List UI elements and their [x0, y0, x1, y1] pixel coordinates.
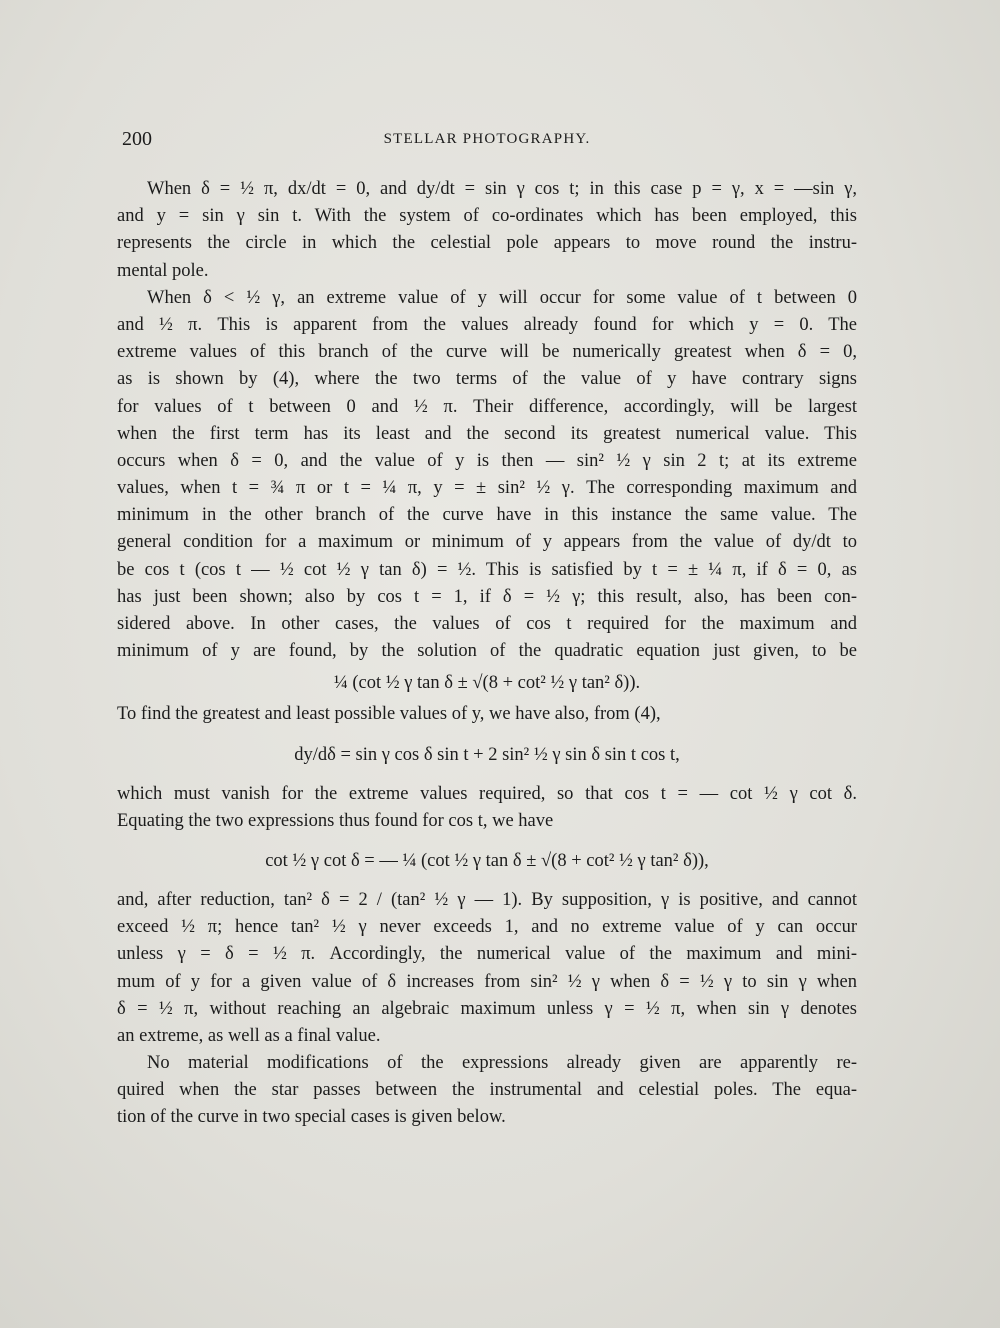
text-line: has just been shown; also by cos t = 1, if δ = ½ γ; this result, also, has been con- [117, 586, 857, 607]
display-equation: cot ½ γ cot δ = — ¼ (cot ½ γ tan δ ± √(8 + cot² ½ γ tan² δ)), [265, 850, 709, 871]
display-equation: ¼ (cot ½ γ tan δ ± √(8 + cot² ½ γ tan² δ)). [333, 673, 641, 694]
text-line: and, after reduction, tan² δ = 2 / (tan² ½ γ — 1). By supposition, γ is positive, and cannot [117, 889, 857, 910]
text-line: and ½ π. This is apparent from the values already found for which y = 0. The [117, 314, 857, 335]
text-line: mum of y for a given value of δ increases from sin² ½ γ when δ = ½ γ to sin γ when [117, 971, 857, 992]
page-body [117, 176, 857, 1132]
text-line: sidered above. In other cases, the values of cos t required for the maximum and [117, 614, 857, 634]
text-line: minimum in the other branch of the curve have in this instance the same value. The [117, 505, 857, 526]
running-title: STELLAR PHOTOGRAPHY. [383, 131, 591, 147]
text-line: minimum of y are found, by the solution of the quadratic equation just given, to be [117, 641, 857, 662]
text-line: Equating the two expressions thus found for cos t, we have [117, 810, 554, 831]
text-line: extreme values of this branch of the curve will be numerically greatest when δ = 0, [117, 342, 857, 363]
text-line: mental pole. [117, 260, 209, 281]
text-line: occurs when δ = 0, and the value of y is then — sin² ½ γ sin 2 t; at its extreme [117, 450, 857, 471]
text-line: δ = ½ π, without reaching an algebraic maximum unless γ = ½ π, when sin γ denotes [117, 998, 857, 1019]
text-line: When δ < ½ γ, an extreme value of y will occur for some value of t between 0 [147, 287, 857, 308]
text-line: represents the circle in which the celestial pole appears to move round the instru- [117, 233, 857, 254]
text-line: No material modifications of the expressions already given are apparently re- [147, 1053, 857, 1074]
text-line: for values of t between 0 and ½ π. Their difference, accordingly, will be largest [117, 396, 857, 417]
text-line: exceed ½ π; hence tan² ½ γ never exceeds 1, and no extreme value of y can occur [117, 917, 857, 938]
text-line: when the first term has its least and the second its greatest numerical value. This [117, 423, 857, 444]
text-line: which must vanish for the extreme values required, so that cos t = — cot ½ γ cot δ. [117, 783, 857, 804]
text-line: general condition for a maximum or minimum of y appears from the value of dy/dt to [117, 532, 857, 553]
text-line: unless γ = δ = ½ π. Accordingly, the numerical value of the maximum and mini- [117, 944, 857, 965]
text-line: To find the greatest and least possible values of y, we have also, from (4), [117, 704, 661, 725]
running-header [122, 128, 852, 158]
text-line: quired when the star passes between the instrumental and celestial poles. The equa- [117, 1080, 857, 1101]
text-line: be cos t (cos t — ½ cot ½ γ tan δ) = ½. This is satisfied by t = ± ¼ π, if δ = 0, as [117, 559, 857, 580]
page-number: 200 [122, 128, 152, 150]
text-line: When δ = ½ π, dx/dt = 0, and dy/dt = sin γ cos t; in this case p = γ, x = —sin γ, [147, 179, 857, 199]
text-line: values, when t = ¾ π or t = ¼ π, y = ± sin² ½ γ. The corresponding maximum and [117, 478, 857, 499]
text-line: tion of the curve in two special cases is given below. [117, 1107, 506, 1128]
display-equation: dy/dδ = sin γ cos δ sin t + 2 sin² ½ γ sin δ sin t cos t, [294, 744, 680, 765]
text-line: an extreme, as well as a final value. [117, 1025, 381, 1046]
text-line: and y = sin γ sin t. With the system of co-ordinates which has been employed, this [117, 206, 857, 227]
text-line: as is shown by (4), where the two terms of the value of y have contrary signs [117, 369, 857, 390]
